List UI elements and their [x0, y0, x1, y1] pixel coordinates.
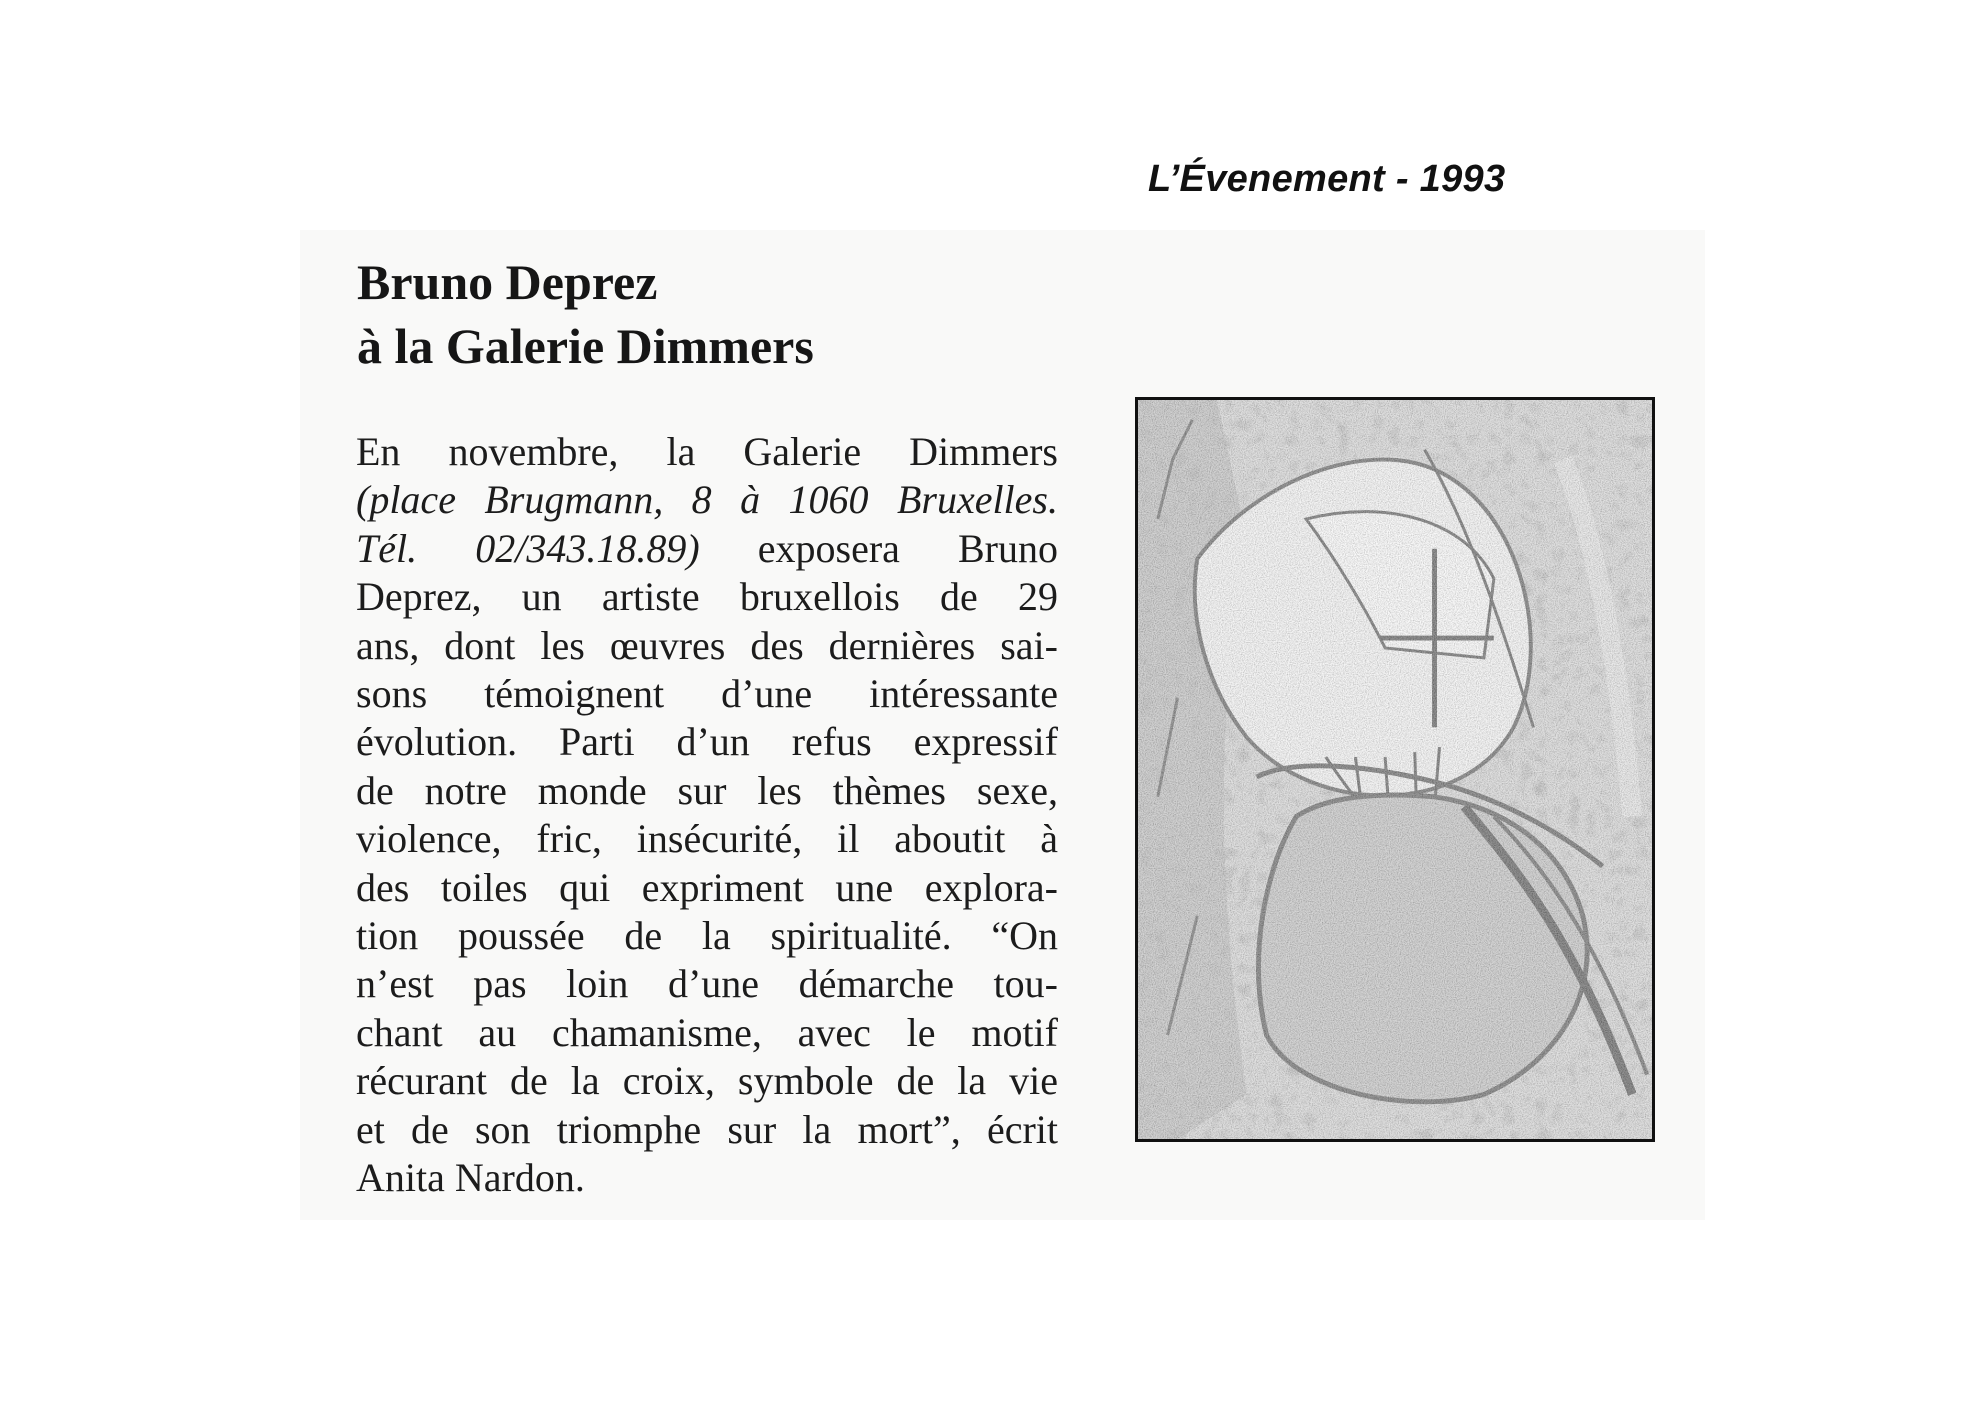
body-text: chant au chamanisme, avec le motif: [356, 1009, 1058, 1055]
body-line: [356, 864, 1058, 912]
body-text: de notre monde sur les thèmes sexe,: [356, 767, 1058, 813]
body-text: Deprez, un artiste bruxellois de 29: [356, 574, 1058, 620]
body-text: sons témoignent d’une intéressante: [356, 671, 1058, 717]
artwork-illustration: [1138, 400, 1652, 1139]
body-line: [356, 573, 1058, 621]
body-text: violence, fric, insécurité, il aboutit à: [356, 816, 1058, 862]
body-line: [356, 670, 1058, 718]
body-line: [356, 476, 1058, 524]
article-headline: [357, 250, 957, 378]
body-line: [356, 960, 1058, 1008]
body-line: [356, 718, 1058, 766]
artwork-photo: [1135, 397, 1655, 1142]
body-text: des toiles qui expriment une explora-: [356, 864, 1058, 910]
body-line: [356, 622, 1058, 670]
body-line: [356, 525, 1058, 573]
body-text: exposera Bruno: [699, 525, 1059, 571]
body-text: récurant de la croix, symbole de la vie: [356, 1058, 1058, 1104]
body-text: En novembre, la Galerie Dimmers: [356, 429, 1058, 474]
body-line: [356, 1009, 1058, 1057]
body-line: [356, 912, 1058, 960]
body-text: Anita Nardon.: [356, 1155, 585, 1201]
body-line: [356, 428, 1058, 476]
headline-line-1: Bruno Deprez: [357, 254, 658, 310]
article-body: [356, 428, 1058, 1203]
body-text: et de son triomphe sur la mort”, écrit: [356, 1106, 1058, 1152]
body-line: [356, 1057, 1058, 1105]
source-caption: L’Évenement - 1993: [1148, 158, 1506, 200]
body-line: [356, 767, 1058, 815]
body-line: [356, 1154, 1058, 1202]
headline-line-2: à la Galerie Dimmers: [357, 318, 814, 374]
body-text: évolution. Parti d’un refus expressif: [356, 719, 1058, 765]
body-text: ans, dont les œuvres des dernières sai-: [356, 622, 1058, 668]
body-text: n’est pas loin d’une démarche tou-: [356, 961, 1058, 1007]
body-text: tion poussée de la spiritualité. “On: [356, 913, 1058, 959]
body-line: [356, 1106, 1058, 1154]
body-text-italic: Tél. 02/343.18.89): [356, 525, 700, 571]
body-line: [356, 815, 1058, 863]
body-text-italic: (place Brugmann, 8 à 1060 Bruxelles.: [356, 477, 1058, 523]
